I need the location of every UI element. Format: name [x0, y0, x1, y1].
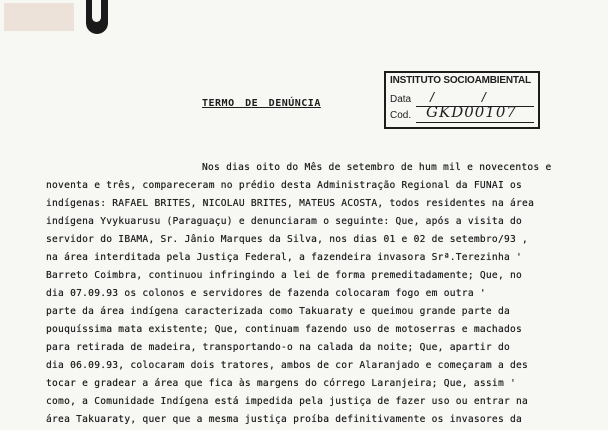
code-value: GKD00107 [426, 103, 517, 121]
institute-name: INSTITUTO SOCIOAMBIENTAL [390, 75, 531, 86]
body-line: noventa e três, compareceram no prédio desta Administração Regional da FUNAI os [46, 180, 523, 191]
date-label: Data [390, 94, 412, 105]
date-value: / / [430, 89, 508, 105]
body-line: dia 07.09.93 os colonos e servidores de fazenda colocaram fogo em outra ' [46, 288, 486, 299]
institute-stamp [384, 71, 540, 129]
body-line: indígena Yvykuarusu (Paraguaçu) e denunciaram o seguinte: Que, após a visita do [46, 216, 523, 227]
body-line: indígenas: RAFAEL BRITES, NICOLAU BRITES, MATEUS ACOSTA, todos residentes na área [46, 198, 535, 209]
document-title: TERMO DE DENÚNCIA [202, 98, 321, 109]
body-line: Nos dias oito do Mês de setembro de hum mil e novecentos e [202, 162, 552, 173]
body-line: Barreto Coimbra, continuou infringindo a lei de forma premeditadamente; Que, no [46, 270, 523, 281]
body-line: pouquíssima mata existente; Que, continuam fazendo uso de motoserras e machados [46, 324, 523, 335]
body-line: tocar e gradear a área que fica às margens do córrego Laranjeira; Que, assim ' [46, 378, 517, 389]
header-logo-stamp [4, 3, 74, 31]
body-line: dia 06.09.93, colocaram dois tratores, ambos de cor Alaranjado e começaram a des [46, 360, 529, 371]
body-line: servidor do IBAMA, Sr. Jânio Marques da Silva, nos dias 01 e 02 de setembro/93 , [46, 234, 529, 245]
body-line: parte da área indígena caracterizada como Takuaraty e queimou grande parte da [46, 306, 510, 317]
body-line: na área interditada pela Justiça Federal, a fazendeira invasora Srª.Terezinha ' [46, 252, 523, 263]
code-label: Cod. [390, 110, 412, 121]
body-line: como, a Comunidade Indígena está impedida pela justiça de fazer uso ou entrar na [46, 396, 529, 407]
body-line: para retirada de madeira, transportando-o na calada da noite; Que, apartir do [46, 342, 510, 353]
ink-blot-hole [92, 0, 101, 22]
body-line: área Takuaraty, quer que a mesma justiça proíba definitivamente os invasores da [46, 414, 523, 425]
code-underline [416, 122, 534, 123]
